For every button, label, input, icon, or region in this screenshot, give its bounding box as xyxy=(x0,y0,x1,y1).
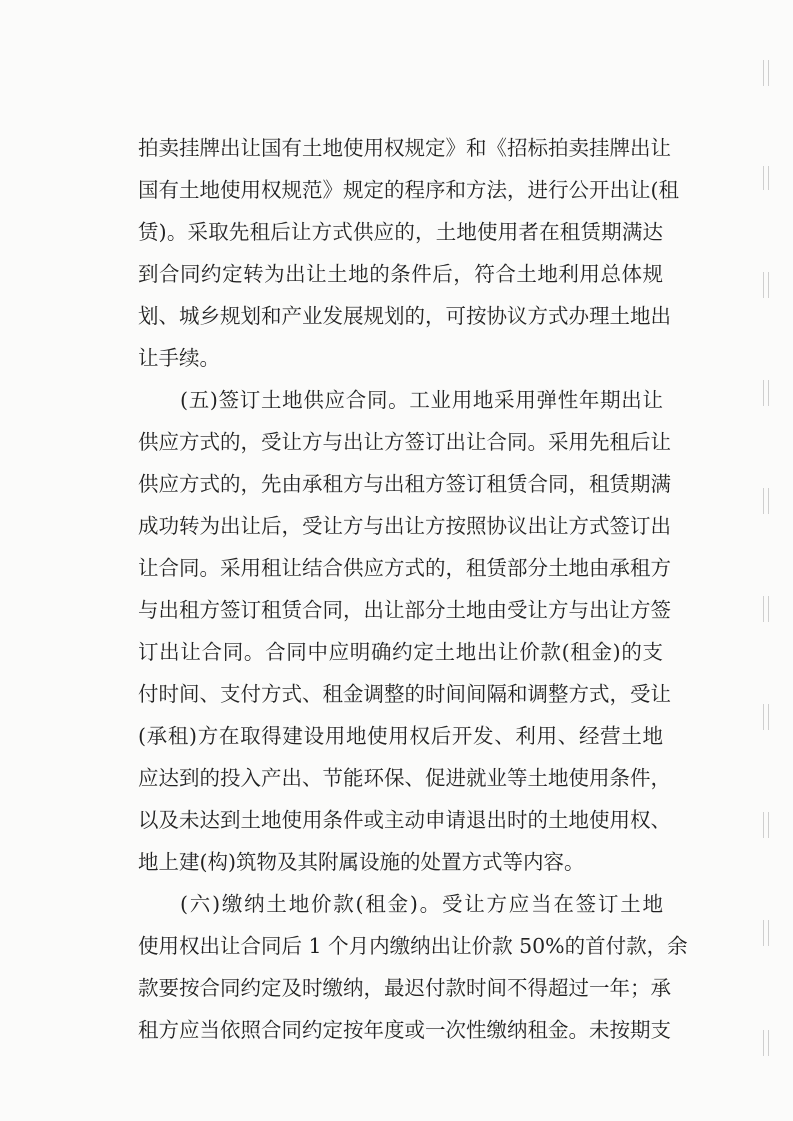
text-line-21: 款要按合同约定及时缴纳，最迟付款时间不得超过一年；承 xyxy=(138,976,671,1000)
scan-edge-mark xyxy=(763,1030,769,1056)
scan-edge-mark xyxy=(763,704,769,730)
text-line-17: 以及未达到土地使用条件或主动申请退出时的土地使用权、 xyxy=(138,808,671,832)
text-line-22: 租方应当依照合同约定按年度或一次性缴纳租金。未按期支 xyxy=(138,1018,671,1042)
text-line-1: 拍卖挂牌出让国有土地使用权规定》和《招标拍卖挂牌出让 xyxy=(138,136,671,160)
text-line-4: 到合同约定转为出让土地的条件后，符合土地利用总体规 xyxy=(138,262,663,286)
scan-edge-mark xyxy=(763,488,769,514)
text-line-13: 订出让合同。合同中应明确约定土地出让价款(租金)的支 xyxy=(138,640,663,664)
text-line-18: 地上建(构)筑物及其附属设施的处置方式等内容。 xyxy=(138,850,585,874)
text-line-20: 使用权出让合同后 1 个月内缴纳出让价款 50%的首付款，余 xyxy=(138,934,688,958)
scan-edge-mark xyxy=(763,60,769,86)
scan-edge-mark xyxy=(763,596,769,622)
text-line-15: (承租)方在取得建设用地使用权后开发、利用、经营土地 xyxy=(138,724,663,748)
scan-edge-mark xyxy=(763,380,769,406)
text-line-9: 供应方式的，先由承租方与出租方签订租赁合同，租赁期满 xyxy=(138,472,671,496)
text-line-7: (五)签订土地供应合同。工业用地采用弹性年期出让 xyxy=(180,388,663,412)
text-line-8: 供应方式的，受让方与出让方签订出让合同。采用先租后让 xyxy=(138,430,671,454)
text-line-12: 与出租方签订租赁合同，出让部分土地由受让方与出让方签 xyxy=(138,598,671,622)
text-line-14: 付时间、支付方式、租金调整的时间间隔和调整方式，受让 xyxy=(138,682,671,706)
scan-edge-mark xyxy=(763,920,769,946)
text-line-3: 赁)。采取先租后让方式供应的，土地使用者在租赁期满达 xyxy=(138,220,663,244)
text-line-19: (六)缴纳土地价款(租金)。受让方应当在签订土地 xyxy=(180,892,663,916)
text-line-5: 划、城乡规划和产业发展规划的，可按协议方式办理土地出 xyxy=(138,304,671,328)
text-line-11: 让合同。采用租让结合供应方式的，租赁部分土地由承租方 xyxy=(138,556,671,580)
text-line-16: 应达到的投入产出、节能环保、促进就业等土地使用条件， xyxy=(138,766,671,790)
scan-edge-mark xyxy=(763,812,769,838)
text-line-10: 成功转为出让后，受让方与出让方按照协议出让方式签订出 xyxy=(138,514,671,538)
scan-edge-mark xyxy=(763,272,769,298)
scan-edge-mark xyxy=(763,166,769,190)
text-line-2: 国有土地使用权规范》规定的程序和方法，进行公开出让(租 xyxy=(138,178,679,202)
text-line-6: 让手续。 xyxy=(138,346,220,370)
